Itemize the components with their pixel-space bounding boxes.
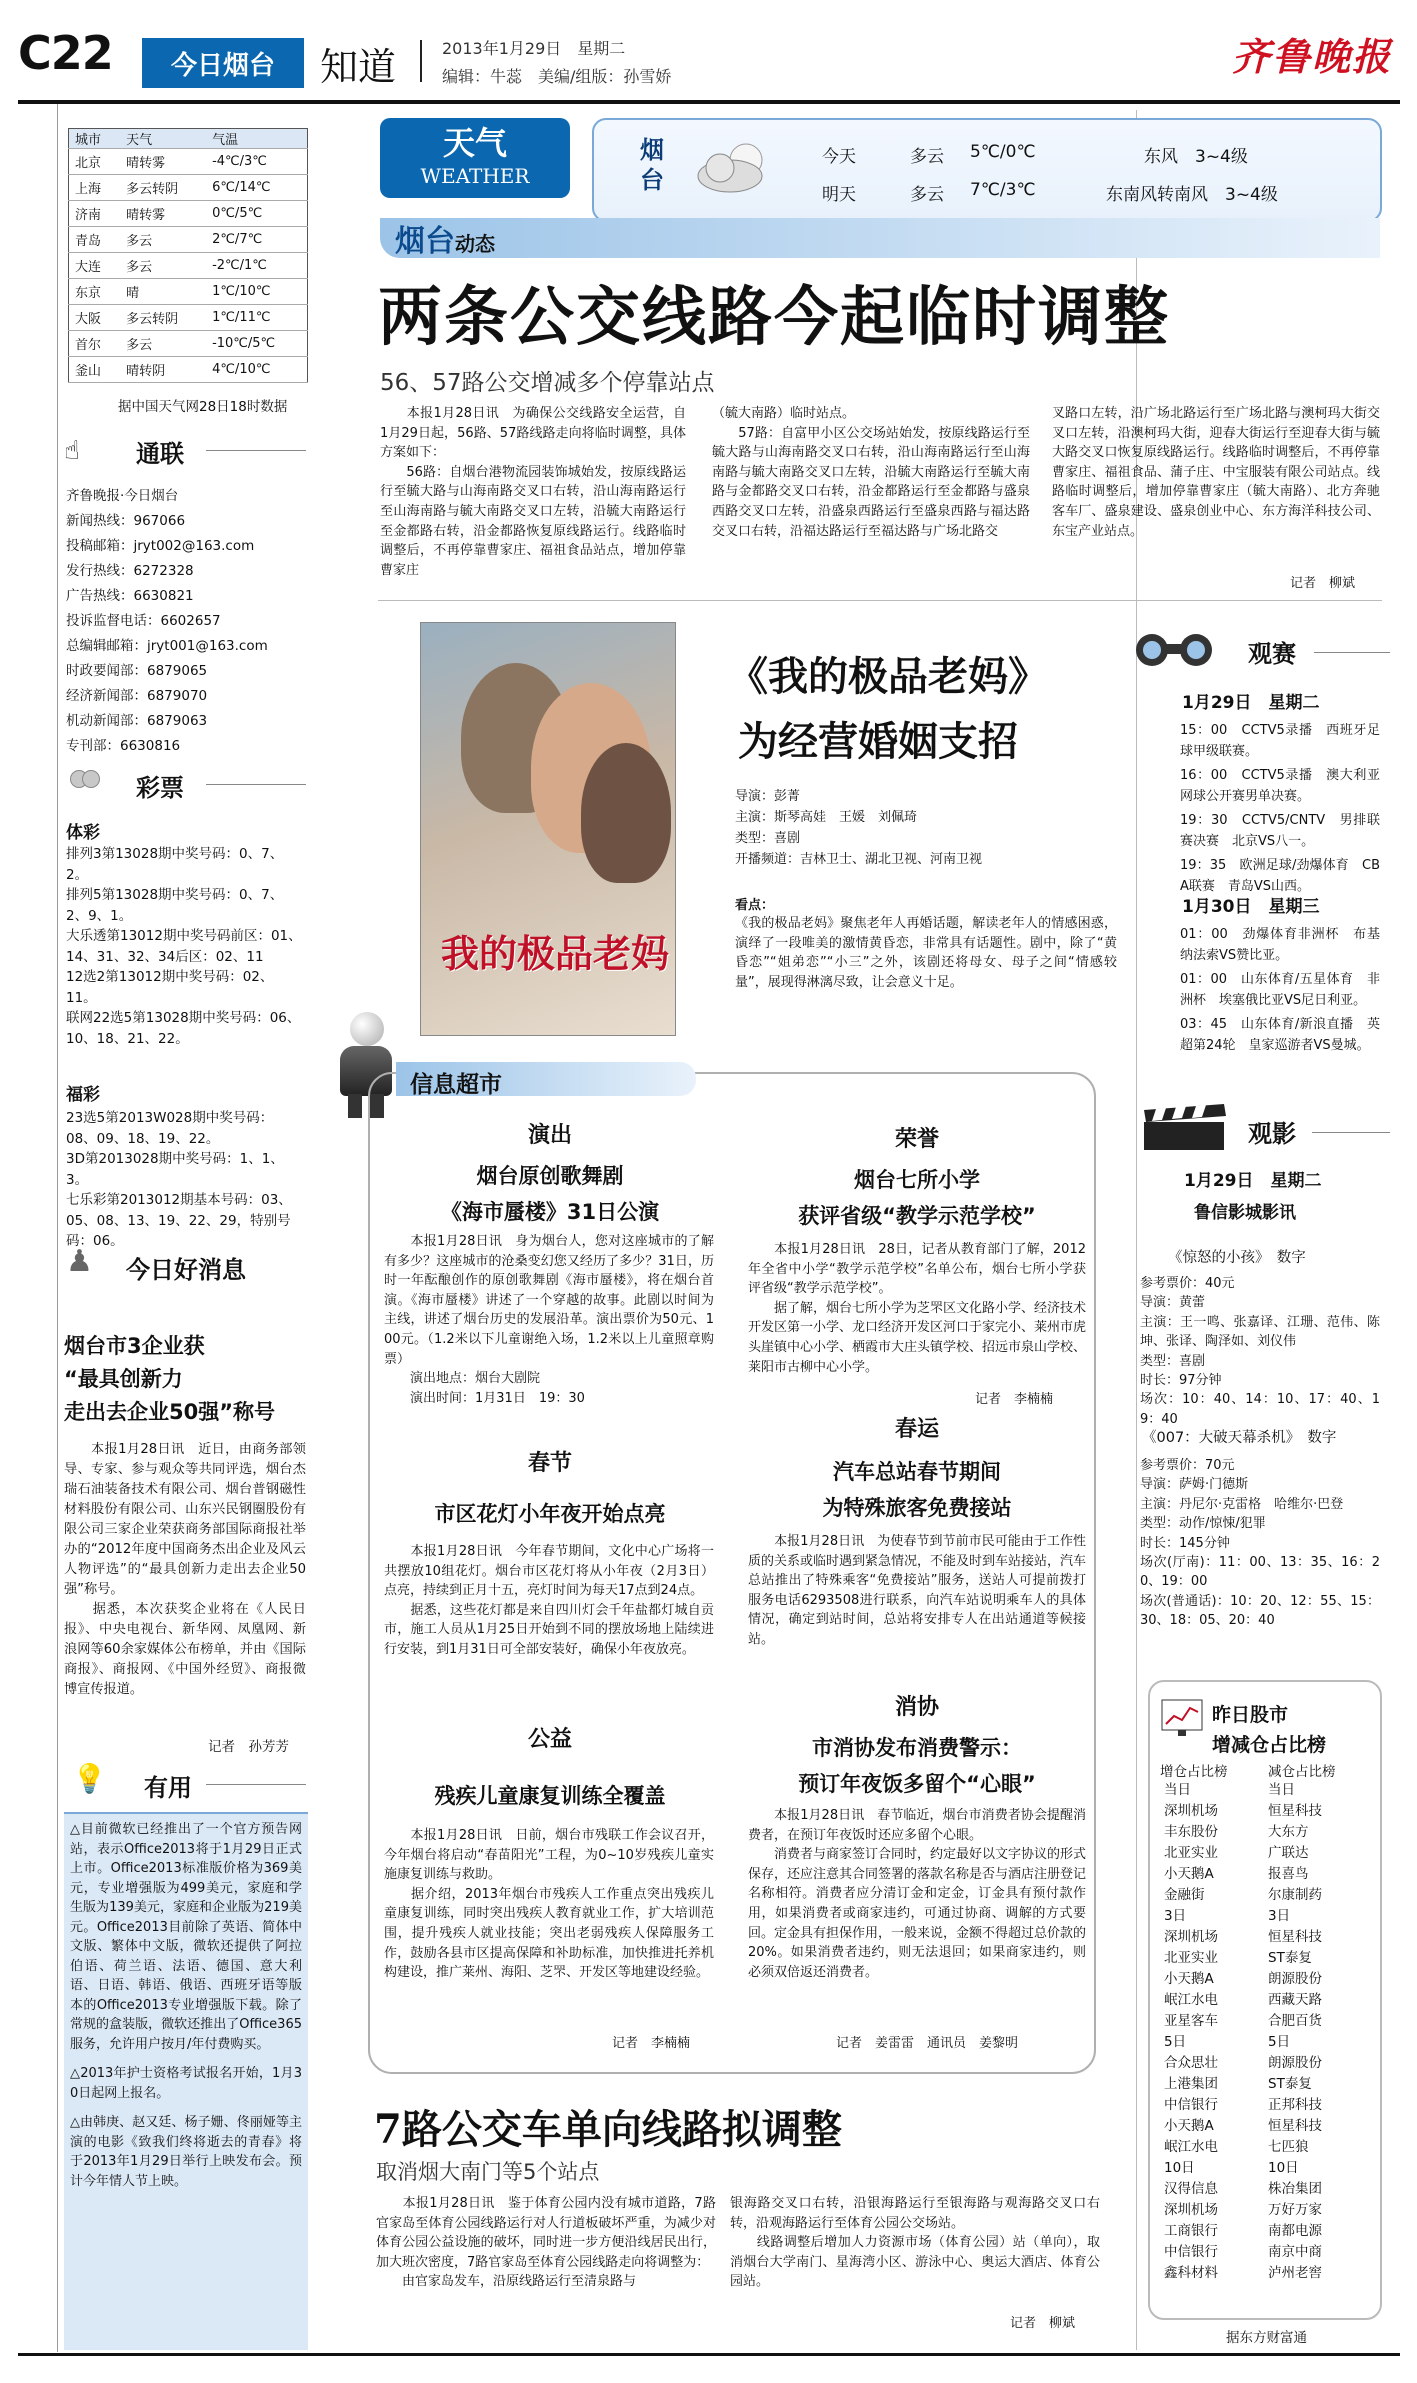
sub-heading: 福彩 — [66, 1085, 100, 1105]
table-cell: 0℃/5℃ — [206, 201, 307, 227]
table-row — [69, 201, 308, 227]
list-item: 10日 — [1268, 2160, 1299, 2176]
drama-subtitle: 为经营婚姻支招 — [738, 718, 1018, 765]
table-cell: 6℃/14℃ — [206, 175, 307, 201]
table-row — [69, 149, 308, 175]
section-bar: 今日烟台 — [142, 38, 304, 88]
stock-source: 据东方财富通 — [1226, 2330, 1307, 2346]
sports-schedule — [1180, 720, 1380, 900]
category-label: 春节 — [527, 1451, 572, 1476]
category-label: 演出 — [527, 1123, 572, 1148]
list-item: 01：00 劲爆体育非洲杯 布基纳法索VS赞比亚。 — [1180, 927, 1380, 963]
list-item: 七匹狼 — [1268, 2139, 1309, 2155]
schedule-day: 1月30日 星期三 — [1182, 897, 1320, 917]
table-cell: 1℃/11℃ — [206, 305, 307, 331]
lottery-balls-icon — [70, 770, 100, 792]
table-cell: 晴转雾 — [120, 201, 206, 227]
section-heading: 有用 — [144, 1774, 192, 1802]
list-item: 南京中商 — [1268, 2244, 1322, 2260]
list-item: 机动新闻部：6879063 — [66, 713, 208, 729]
drama-poster — [420, 622, 676, 1036]
list-item: 正邦科技 — [1268, 2097, 1322, 2113]
list-item: 中信银行 — [1164, 2097, 1218, 2113]
list-item: ST泰复 — [1268, 2076, 1312, 2092]
list-item: 总编辑邮箱：jryt001@163.com — [66, 638, 268, 654]
lightbulb-icon: 💡 — [72, 1762, 107, 1795]
list-item: 排列5第13028期中奖号码：0、7、2、9、1。 — [66, 887, 284, 924]
article-column: 叉路口左转，沿广场北路运行至广场北路与澳柯玛大街交叉口左转，沿澳柯玛大街，迎春大街运行至迎春大街与毓大路交叉口恢复原线路运行。线路临时调整后，不再停靠曹家庄、福祖食品、蒲子庄、中宝服装有限公司站点。线路临时调整后，增加停靠曹家庄（毓大南路）、北方奔驰客车厂、盛泉建设、盛泉创业中心、东方海洋科技公司、东宝产业站点。 — [1052, 406, 1380, 539]
article-subheadline: 取消烟大南门等5个站点 — [376, 2160, 600, 2184]
byline: 记者 柳斌 — [1290, 576, 1356, 591]
table-row — [69, 279, 308, 305]
article-column: 本报1月28日讯 为确保公交线路安全运营，自1月29日起，56路、57路线路走向将临时调整，具体方案如下： 56路：自烟台港物流园装饰城始发，按原线路运行至毓大路与山海南路交叉口右转，沿山海南路运行至山海南路与毓大南路交叉口左转，沿毓大南路运行至金都路右转，沿金都路恢复原线路运行。线路临时调整后，不再停靠曹家庄、福祖食品站点，增加停靠曹家庄 — [380, 406, 686, 578]
table-cell: 晴转阴 — [120, 357, 206, 383]
list-item: 03：45 山东体育/新浪直播 英超第24轮 皇家巡游者VS曼城。 — [1180, 1017, 1380, 1053]
table-cell: 晴转雾 — [120, 149, 206, 175]
list-item: 岷江水电 — [1164, 2139, 1218, 2155]
pointing-hand-icon: ☝ — [64, 436, 80, 466]
list-item: 类型：动作/惊悚/犯罪 — [1140, 1516, 1266, 1532]
drama-title: 《我的极品老妈》 — [728, 653, 1048, 700]
table-cell: 青岛 — [69, 227, 121, 253]
byline: 记者 李楠楠 — [612, 2036, 691, 2051]
stock-col-head: 减仓占比榜 — [1268, 1764, 1336, 1780]
list-item: 类型：喜剧 — [1140, 1353, 1206, 1369]
table-cell: 上海 — [69, 175, 121, 201]
table-cell: 多云 — [120, 227, 206, 253]
item-body: 本报1月28日讯 今年春节期间，文化中心广场将一共摆放10组花灯。烟台市区花灯将从小年夜（2月3日）点亮，持续到正月十五，亮灯时间为每天17点到24点。 据悉，这些花灯都是来自四川灯会千年盐都灯城自贡市，施工人员从1月25日开始到不同的摆放场地上陆续进行安装，到1月31日可全部安装好，确保小年夜放亮。 — [384, 1544, 714, 1657]
byline: 记者 李楠楠 — [975, 1392, 1054, 1407]
goodnews-headline: 烟台市3企业获 “最具创新力 走出去企业50强”称号 — [64, 1334, 276, 1424]
list-item: 19：30 CCTV5/CNTV 男排联赛决赛 北京VS八一。 — [1180, 813, 1380, 849]
person-icon: ♟ — [66, 1244, 93, 1279]
list-item: 亚星客车 — [1164, 2013, 1218, 2029]
list-item: 3D第2013028期中奖号码：1、1、3。 — [66, 1151, 284, 1188]
table-cell: 多云 — [120, 331, 206, 357]
movie-title: 《惊怒的小孩》 数字 — [1168, 1250, 1306, 1266]
cinema-name: 鲁信影城影讯 — [1194, 1203, 1296, 1223]
city-weather-table — [68, 128, 308, 383]
list-item: 恒星科技 — [1268, 1929, 1322, 1945]
item-body: 本报1月28日讯 日前，烟台市残联工作会议召开，今年烟台将启动“春苗阳光”工程，为0~10岁残疾儿童实施康复训练与救助。 据介绍，2013年烟台市残疾人工作重点突出残疾儿童康复训练，同时突出残疾人教育就业工作，扩大培训范围，提升残疾人就业技能；突出老弱残疾人保障服务工作，鼓励各县市区提高保障和补助标准，加快推进托养机构建设，推广莱州、海阳、芝罘、开发区等地建设经验。 — [384, 1828, 714, 1981]
weather-city: 烟台 — [640, 136, 664, 194]
list-item: 广告热线：6630821 — [66, 588, 194, 604]
increase-list — [1164, 1780, 1260, 2284]
list-item: 报喜鸟 — [1268, 1866, 1309, 1882]
list-item: 合众思壮 — [1164, 2055, 1218, 2071]
stock-subtitle: 增减仓占比榜 — [1212, 1734, 1327, 1756]
list-item: 深圳机场 — [1164, 1803, 1218, 1819]
list-item: 发行热线：6272328 — [66, 563, 194, 579]
list-item: 12选2第13012期中奖号码：02、11。 — [66, 969, 274, 1006]
sports-lottery-list — [66, 844, 302, 1049]
goodnews-body: 本报1月28日讯 近日，由商务部领导、专家、参与观众等共同评选，烟台杰瑞石油装备技术有限公司、烟台普钢磁性材料股份有限公司、山东兴民钢圈股份有限公司三家企业荣获商务部国际商报社举办的“2012年度中国商务杰出企业及风云人物评选”的“最具创新力走出去企业50强”称号。 据悉，本次获奖企业将在《人民日报》、中央电视台、新华网、凤凰网、新浪网等60余家媒体公布榜单，并由《国际商报》、商报网、《中国外经贸》、商报微博宣传报道。 — [64, 1442, 306, 1697]
col-header: 天气 — [120, 129, 206, 149]
contact-list — [66, 486, 306, 761]
sub-heading: 体彩 — [66, 823, 100, 843]
list-item: 23选5第2013W028期中奖号码：08、09、18、19、22。 — [66, 1110, 274, 1147]
clapperboard-icon — [1140, 1104, 1230, 1156]
useful-list — [64, 1814, 308, 2207]
sports-head — [1130, 628, 1390, 672]
list-item: 场次：10：40、14：10、17：40、19：40 — [1140, 1392, 1380, 1427]
poster-title: 我的极品老妈 — [441, 931, 670, 976]
item-headline: 烟台七所小学 — [854, 1168, 980, 1192]
list-item: 参考票价：70元 — [1140, 1458, 1235, 1473]
category-label: 消协 — [894, 1695, 939, 1720]
table-cell: 釜山 — [69, 357, 121, 383]
main-headline: 两条公交线路今起临时调整 — [378, 280, 1170, 355]
table-row — [69, 227, 308, 253]
dynamics-tag: 烟台动态 — [395, 224, 495, 259]
list-item: 小天鹅A — [1164, 1971, 1214, 1987]
list-item: 工商银行 — [1164, 2223, 1218, 2239]
byline: 记者 柳斌 — [1010, 2316, 1076, 2331]
table-cell: -10℃/5℃ — [206, 331, 307, 357]
table-cell: 多云转阴 — [120, 175, 206, 201]
table-cell: 2℃/7℃ — [206, 227, 307, 253]
list-item: 时政要闻部：6879065 — [66, 663, 208, 679]
article-column: （毓大南路）临时站点。 57路：自富甲小区公交场站始发，按原线路运行至毓大路与山海南路交叉口右转，沿山海南路运行至山海南路与毓大南路交叉口左转，沿毓大南路运行至毓大南路与金都路交叉口右转，沿金都路运行至金都路与盛泉西路交叉口左转，沿盛泉西路运行至盛泉西路与福达路交叉口右转，沿福达路运行至福达路与广场北路交 — [712, 406, 1030, 539]
main-subheadline: 56、57路公交增减多个停靠站点 — [380, 370, 715, 396]
binoculars-icon — [1130, 632, 1222, 672]
table-cell: 大连 — [69, 253, 121, 279]
list-item: 大东方 — [1268, 1824, 1309, 1840]
list-item: 汉得信息 — [1164, 2181, 1218, 2197]
section-title: 知道 — [320, 45, 397, 89]
table-cell: 东京 — [69, 279, 121, 305]
editor-credit: 编辑：牛蕊 美编/组版：孙雪娇 — [442, 67, 672, 86]
list-item: 当日 — [1164, 1782, 1191, 1798]
top-rule — [18, 100, 1400, 104]
table-cell: 多云转阴 — [120, 305, 206, 331]
lottery-head — [56, 766, 306, 800]
list-item: 北亚实业 — [1164, 1950, 1218, 1966]
byline: 记者 姜雷雷 通讯员 姜黎明 — [836, 2036, 1019, 2051]
list-item: 5日 — [1268, 2034, 1291, 2050]
list-item: 广联达 — [1268, 1845, 1309, 1861]
list-item: 投稿邮箱：jryt002@163.com — [66, 538, 255, 554]
table-cell: 4℃/10℃ — [206, 357, 307, 383]
item-headline: 《海市蜃楼》31日公演 — [440, 1200, 660, 1224]
article-headline: 7路公交车单向线路拟调整 — [374, 2106, 842, 2153]
welfare-lottery-list — [66, 1108, 302, 1252]
tonglian-head — [56, 432, 306, 466]
list-item: 时长：97分钟 — [1140, 1373, 1222, 1389]
article-column: 银海路交叉口右转，沿银海路运行至银海路与观海路交叉口右转，沿观海路运行至体育公园公交场站。 线路调整后增加人力资源市场（体育公园）站（单向），取消烟台大学南门、星海湾小区、游泳中心、奥运大酒店、体育公园站。 — [730, 2196, 1100, 2290]
cloud-icon — [690, 138, 780, 198]
forecast-tomorrow: 明天 多云 7℃/3℃ 东南风转南风 3~4级 — [822, 180, 1278, 205]
section-heading: 今日好消息 — [126, 1256, 246, 1284]
movies-head — [1140, 1104, 1390, 1154]
list-item: 5日 — [1164, 2034, 1187, 2050]
item-body: 本报1月28日讯 为使春节到节前市民可能由于工作性质的关系或临时遇到紧急情况，不能及时到车站接站，汽车总站推出了特殊乘客“免费接站”服务，送站人可提前拨打服务电话6293508进行联系，向汽车站说明乘车人的具体情况，确定到站时间，总站将安排专人在出站通道等候接站。 — [748, 1534, 1087, 1647]
list-item: 朗源股份 — [1268, 2055, 1322, 2071]
table-cell: 多云 — [120, 253, 206, 279]
list-item: 时长：145分钟 — [1140, 1535, 1230, 1551]
table-row — [69, 175, 308, 201]
section-heading: 通联 — [136, 440, 184, 468]
list-item: 金融街 — [1164, 1887, 1205, 1903]
list-item: 当日 — [1268, 1782, 1295, 1798]
section-heading: 观影 — [1248, 1120, 1296, 1148]
list-item: 上港集团 — [1164, 2076, 1218, 2092]
item-headline: 市消协发布消费警示： — [812, 1736, 1022, 1760]
list-item: 导演：萨姆·门德斯 — [1140, 1477, 1249, 1493]
item-headline: 市区花灯小年夜开始点亮 — [434, 1502, 666, 1526]
table-row — [69, 305, 308, 331]
table-row — [69, 357, 308, 383]
list-item: 深圳机场 — [1164, 1929, 1218, 1945]
weather-badge: 天气 WEATHER — [380, 118, 570, 198]
list-item: 新闻热线：967066 — [66, 513, 186, 529]
table-cell: 北京 — [69, 149, 121, 175]
movie-info — [1140, 1274, 1380, 1429]
bottom-rule — [18, 2353, 1400, 2356]
table-cell: 大阪 — [69, 305, 121, 331]
table-header-row — [69, 129, 308, 149]
list-item: 19：35 欧洲足球/劲爆体育 CBA联赛 青岛VS山西。 — [1180, 858, 1380, 894]
list-item: 小天鹅A — [1164, 1866, 1214, 1882]
list-item: 合肥百货 — [1268, 2013, 1322, 2029]
list-item: 中信银行 — [1164, 2244, 1218, 2260]
schedule-day: 1月29日 星期二 — [1184, 1171, 1322, 1191]
table-cell: 济南 — [69, 201, 121, 227]
stock-col-head: 增仓占比榜 — [1160, 1764, 1228, 1780]
sports-schedule — [1180, 924, 1380, 1059]
item-headline: 残疾儿童康复训练全覆盖 — [434, 1784, 666, 1808]
list-item: 恒星科技 — [1268, 1803, 1322, 1819]
list-item: 场次(普通话)：10：20、12：55、15：30、18：05、20：40 — [1140, 1593, 1380, 1629]
list-item: 排列3第13028期中奖号码：0、7、2。 — [66, 846, 284, 883]
list-item: 南都电源 — [1268, 2223, 1322, 2239]
item-body: 本报1月28日讯 28日，记者从教育部门了解，2012年全省中小学“教学示范学校”名单公布，烟台七所小学获评省级“教学示范学校”。 据了解，烟台七所小学为芝罘区文化路小学、经济技术开发区第一小学、龙口经济开发区河口于家完小、莱州市虎头崖镇中心小学、栖霞市大庄头镇学校、招远市泉山学校、莱阳市古柳中心小学。 — [748, 1242, 1087, 1375]
movie-info — [1140, 1456, 1380, 1631]
dynamics-strip — [380, 218, 1380, 258]
list-item: 深圳机场 — [1164, 2202, 1218, 2218]
list-item: 小天鹅A — [1164, 2118, 1214, 2134]
list-item: △2013年护士资格考试报名开始，1月30日起网上报名。 — [70, 2066, 302, 2101]
list-item: ST泰复 — [1268, 1950, 1312, 1966]
list-item: 经济新闻部：6879070 — [66, 688, 208, 704]
table-cell: 1℃/10℃ — [206, 279, 307, 305]
list-item: 主演：斯琴高娃 王媛 刘佩琦 — [735, 810, 918, 825]
list-item: 专刊部：6630816 — [66, 738, 181, 754]
useful-box — [64, 1812, 308, 2350]
drama-info — [735, 786, 1115, 870]
section-heading: 彩票 — [136, 774, 184, 802]
list-item: 投诉监督电话：6602657 — [66, 613, 221, 629]
item-body: 本报1月28日讯 身为烟台人，您对这座城市的了解有多少？这座城市的沧桑变幻您又经历了多少？31日，历时一年酝酿创作的原创歌舞剧《海市蜃楼》，将在烟台首演。《海市蜃楼》讲述了一个穿越的故事。此剧以时间为主线，讲述了烟台历史的发展沿革。演出票价为50元、100元。（1.2米以下儿童谢绝入场，1.2米以上儿童照章购票） 演出地点：烟台大剧院 演出时间：1月31日 19：30 — [384, 1234, 714, 1406]
list-item: 尔康制药 — [1268, 1887, 1322, 1903]
list-item: 导演：彭菁 — [735, 789, 801, 804]
table-cell: 首尔 — [69, 331, 121, 357]
list-item: 主演：丹尼尔·克雷格 哈维尔·巴登 — [1140, 1496, 1344, 1512]
drama-note: 《我的极品老妈》聚焦老年人再婚话题，解读老年人的情感困惑，演绎了一段唯美的激情黄昏恋，非常具有话题性。剧中，除了“黄昏恋”“姐弟恋”“小三”之外，该剧还将母女、母子之间“情感较量”，展现得淋漓尽致，让会意义十足。 — [735, 916, 1117, 990]
article-column: 本报1月28日讯 鉴于体育公园内没有城市道路，7路官家岛至体育公园线路运行对人行道板破坏严重，为减少对体育公园公益设施的破坏，同时进一步方便沿线居民出行，加大班次密度，7路官家岛至体育公园线路走向将调整为： 由官家岛发车，沿原线路运行至清泉路与 — [376, 2196, 716, 2290]
byline: 记者 孙芳芳 — [208, 1739, 289, 1755]
table-cell: 晴 — [120, 279, 206, 305]
header-divider — [420, 40, 422, 82]
category-label: 公益 — [527, 1727, 572, 1752]
decrease-list — [1268, 1780, 1364, 2284]
stock-chart-icon — [1160, 1698, 1204, 1738]
list-item: 3日 — [1164, 1908, 1187, 1924]
item-headline: 汽车总站春节期间 — [833, 1460, 1001, 1484]
section-heading: 观赛 — [1248, 640, 1296, 668]
movie-title: 《007：大破天幕杀机》 数字 — [1142, 1430, 1337, 1446]
list-item: 导演：黄蕾 — [1140, 1295, 1206, 1311]
item-headline: 预订年夜饭多留个“心眼” — [798, 1772, 1036, 1796]
list-item: 01：00 山东体育/五星体育 非洲杯 埃塞俄比亚VS尼日利亚。 — [1180, 972, 1380, 1008]
list-item: 3日 — [1268, 1908, 1291, 1924]
list-item: 16：00 CCTV5录播 澳大利亚网球公开赛男单决赛。 — [1180, 768, 1380, 804]
useful-head — [56, 1762, 306, 1802]
list-item: 北亚实业 — [1164, 1845, 1218, 1861]
list-item: 参考票价：40元 — [1140, 1276, 1235, 1291]
list-item: 大乐透第13012期中奖号码前区：01、14、31、32、34后区：02、11 — [66, 928, 302, 965]
list-item: 朗源股份 — [1268, 1971, 1322, 1987]
list-item: 万好万家 — [1268, 2202, 1322, 2218]
issue-date: 2013年1月29日 星期二 — [442, 39, 626, 58]
list-item: 齐鲁晚报·今日烟台 — [66, 488, 179, 504]
table-cell: -2℃/1℃ — [206, 253, 307, 279]
note-label: 看点： — [735, 898, 775, 913]
col-header: 城市 — [69, 129, 121, 149]
list-item: 10日 — [1164, 2160, 1195, 2176]
list-item: 开播频道：吉林卫士、湖北卫视、河南卫视 — [735, 852, 983, 867]
list-item: 鑫科材料 — [1164, 2265, 1218, 2281]
list-item: 场次(厅南)：11：00、13：35、16：20、19：00 — [1140, 1555, 1380, 1590]
list-item: 联网22选5第13028期中奖号码：06、10、18、21、22。 — [66, 1010, 301, 1047]
list-item: 西藏天路 — [1268, 1992, 1322, 2008]
goodnews-head — [56, 1244, 306, 1284]
list-item: △目前微软已经推出了一个官方预告网站，表示Office2013将于1月29日正式上市。Office2013标准版价格为369美元，专业增强版为499美元，家庭和学生版为139美元，家庭和企业版为219美元。Office2013目前除了英语、简体中文版、繁体中文版，微软还提供了阿拉伯语、荷兰语、法语、德国、意大利语、日语、韩语、俄语、西班牙语等版本的Office2013专业增强版下载。除了常规的盒装版，微软还推出了Office365服务，允许用户按月/年付费购买。 — [70, 1822, 302, 2052]
list-item: 类型：喜剧 — [735, 831, 801, 846]
table-row — [69, 253, 308, 279]
table-cell: -4℃/3℃ — [206, 149, 307, 175]
weather-source: 据中国天气网28日18时数据 — [118, 399, 288, 415]
item-headline: 获评省级“教学示范学校” — [798, 1204, 1036, 1228]
item-headline: 为特殊旅客免费接站 — [822, 1496, 1012, 1520]
table-row — [69, 331, 308, 357]
item-body: 本报1月28日讯 春节临近，烟台市消费者协会提醒消费者，在预订年夜饭时还应多留个心眼。 消费者与商家签订合同时，约定最好以文字协议的形式保存，还应注意其合同签署的落款名称是否与酒店注册登记名称相符。消费者应分清订金和定金，订金具有预付款作用，如果消费者或商家违约，可通过协商、调解的方式要回。定金具有担保作用，一般来说，金额不得超过总价款的20%。如果消费者违约，则无法退回；如果商家违约，则必须双倍返还消费者。 — [748, 1808, 1087, 1980]
list-item: △由韩庚、赵又廷、杨子姗、佟丽娅等主演的电影《致我们终将逝去的青春》将于2013年1月29日举行上映发布会。预计今年情人节上映。 — [70, 2115, 302, 2189]
item-headline: 烟台原创歌舞剧 — [476, 1164, 624, 1188]
list-item: 恒星科技 — [1268, 2118, 1322, 2134]
col-header: 气温 — [206, 129, 307, 149]
page-number: C22 — [18, 26, 113, 80]
list-item: 主演：王一鸣、张嘉译、江珊、范伟、陈坤、张译、陶泽如、刘仪伟 — [1140, 1314, 1380, 1350]
list-item: 15：00 CCTV5录播 西班牙足球甲级联赛。 — [1180, 723, 1380, 759]
list-item: 丰东股份 — [1164, 1824, 1218, 1840]
newspaper-logo: 齐鲁晚报 — [1232, 34, 1393, 79]
category-label: 春运 — [894, 1417, 939, 1442]
list-item: 株冶集团 — [1268, 2181, 1322, 2197]
stock-title: 昨日股市 — [1212, 1704, 1289, 1726]
list-item: 岷江水电 — [1164, 1992, 1218, 2008]
list-item: 七乐彩第2013012期基本号码：03、05、08、13、19、22、29，特别号码：06。 — [66, 1192, 292, 1249]
forecast-today: 今天 多云 5℃/0℃ 东风 3~4级 — [822, 142, 1248, 167]
list-item: 泸州老窖 — [1268, 2265, 1322, 2281]
info-supermarket-title: 信息超市 — [410, 1072, 502, 1098]
category-label: 荣誉 — [894, 1127, 939, 1152]
schedule-day: 1月29日 星期二 — [1182, 693, 1320, 713]
